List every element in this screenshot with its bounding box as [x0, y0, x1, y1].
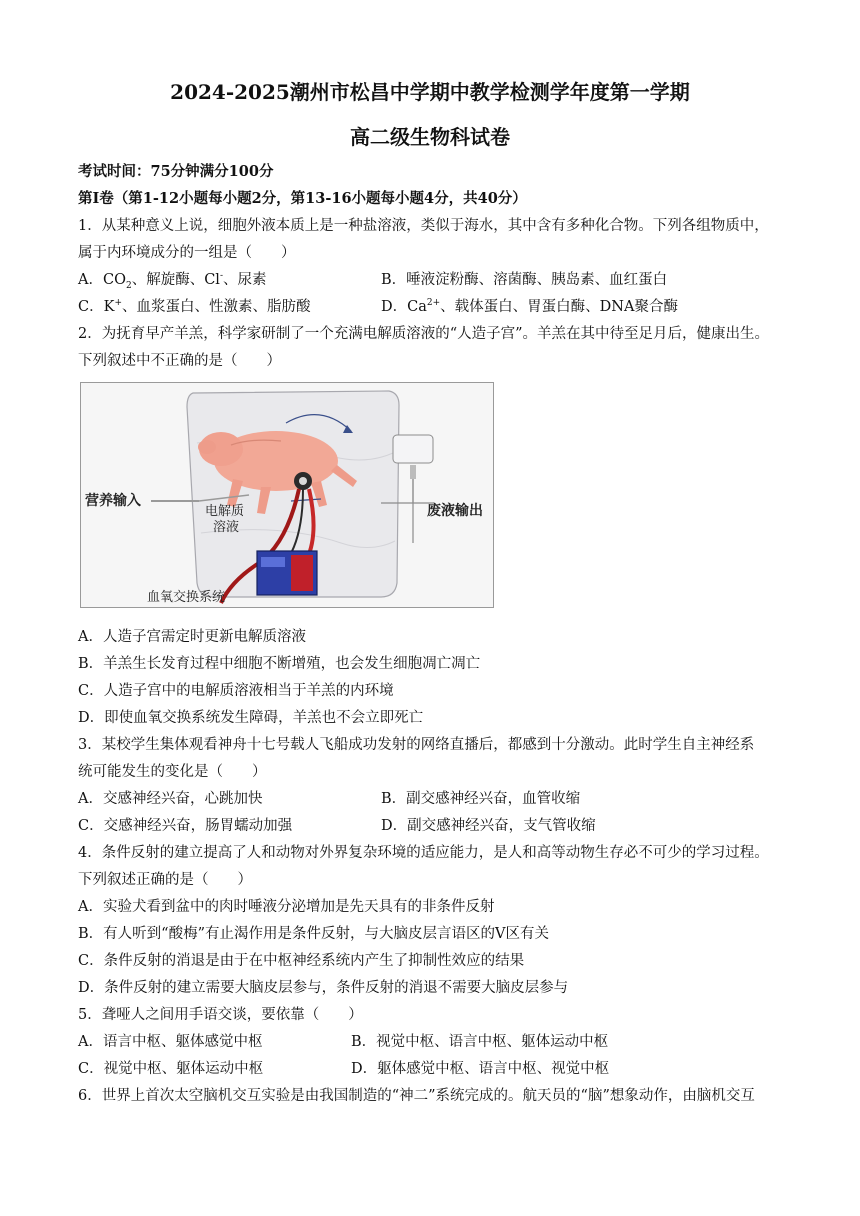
q3-option-b: B．副交感神经兴奋，血管收缩: [381, 791, 581, 807]
q2-option-b: B．羊羔生长发育过程中细胞不断增殖，也会发生细胞凋亡凋亡: [78, 656, 481, 672]
q3-option-c: C．交感神经兴奋，肠胃蠕动加强: [78, 818, 293, 834]
q1-stem-line2: 属于内环境成分的一组是（ ）: [78, 245, 296, 261]
oxygen-exchange-box: [257, 551, 317, 595]
q4-option-d: D．条件反射的建立需要大脑皮层参与，条件反射的消退不需要大脑皮层参与: [78, 980, 569, 996]
q5-option-d: D．躯体感觉中枢、语言中枢、视觉中枢: [351, 1061, 610, 1077]
exam-title: 2024-2025潮州市松昌中学期中教学检测学年度第一学期: [170, 80, 690, 104]
label-waste-output: 废液输出: [427, 503, 483, 519]
section-heading: 第Ⅰ卷（第1-12小题每小题2分，第13-16小题每小题4分，共40分）: [78, 190, 527, 207]
label-nutrition-input: 营养输入: [85, 493, 141, 509]
q1-option-a: A．$CO_2$、解旋酶、Cl-、尿素: [78, 271, 267, 291]
label-electrolyte-1: 电解质: [205, 504, 245, 519]
q5-option-c: C．视觉中枢、躯体运动中枢: [78, 1061, 264, 1077]
q3-option-d: D．副交感神经兴奋，支气管收缩: [381, 818, 596, 834]
q1-option-b: B．唾液淀粉酶、溶菌酶、胰岛素、血红蛋白: [381, 272, 668, 288]
q5-option-b: B．视觉中枢、语言中枢、躯体运动中枢: [351, 1034, 609, 1050]
exam-time: 考试时间：75分钟满分100分: [78, 163, 274, 180]
q4-stem-line1: 4．条件反射的建立提高了人和动物对外界复杂环境的适应能力，是人和高等动物生存必不可少的学习过程。: [78, 845, 769, 861]
exam-subtitle: 高二级生物科试卷: [350, 125, 510, 149]
q2-stem-line2: 下列叙述中不正确的是（ ）: [78, 353, 281, 369]
q2-option-d: D．即使血氧交换系统发生障碍，羊羔也不会立即死亡: [78, 710, 424, 726]
q5-option-a: A．语言中枢、躯体感觉中枢: [78, 1034, 263, 1050]
q2-option-c: C．人造子宫中的电解质溶液相当于羊羔的内环境: [78, 683, 394, 699]
q1-option-c: C．K+、血浆蛋白、性激素、脂肪酸: [78, 298, 311, 315]
artificial-womb-figure: [80, 382, 494, 608]
q5-stem: 5．聋哑人之间用手语交谈，要依靠（ ）: [78, 1007, 363, 1023]
q6-stem-line1: 6．世界上首次太空脑机交互实验是由我国制造的“神二”系统完成的。航天员的“脑”想象动作，由脑机交互: [78, 1088, 755, 1104]
q2-option-a: A．人造子宫需定时更新电解质溶液: [78, 629, 306, 645]
q4-option-b: B．有人听到“酸梅”有止渴作用是条件反射，与大脑皮层言语区的V区有关: [78, 926, 549, 942]
q4-option-c: C．条件反射的消退是由于在中枢神经系统内产生了抑制性效应的结果: [78, 953, 525, 969]
q3-stem-line1: 3．某校学生集体观看神舟十七号载人飞船成功发射的网络直播后，都感到十分激动。此时学生自主神经系: [78, 737, 755, 753]
q3-option-a: A．交感神经兴奋，心跳加快: [78, 791, 263, 807]
q1-option-d: D．$Ca^{2+}$、载体蛋白、胃蛋白酶、DNA聚合酶: [381, 298, 678, 315]
q1-stem-line1: 1．从某种意义上说，细胞外液本质上是一种盐溶液，类似于海水，其中含有多种化合物。下列各组物质中，: [78, 218, 769, 234]
q3-stem-line2: 统可能发生的变化是（ ）: [78, 764, 267, 780]
label-electrolyte-2: 溶液: [213, 520, 240, 535]
q2-stem-line1: 2．为抚育早产羊羔，科学家研制了一个充满电解质溶液的“人造子宫”。羊羔在其中待至足月后，健康出生。: [78, 326, 770, 342]
q4-option-a: A．实验犬看到盆中的肉时唾液分泌增加是先天具有的非条件反射: [78, 899, 495, 915]
q4-stem-line2: 下列叙述正确的是（ ）: [78, 872, 252, 888]
label-oxygen-exchange: 血氧交换系统: [147, 590, 226, 605]
